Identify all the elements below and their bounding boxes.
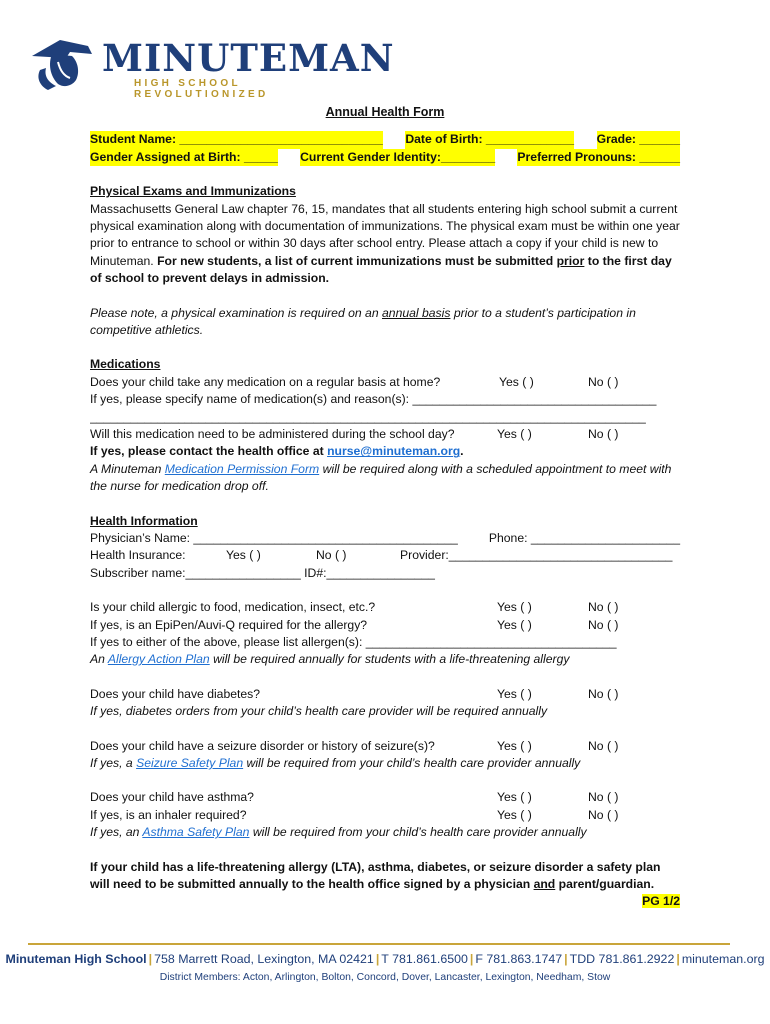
- epipen-yes-checkbox[interactable]: Yes ( ): [497, 617, 532, 632]
- subscriber-field[interactable]: Subscriber name:_________________ ID#:________________: [90, 565, 435, 580]
- epipen-no-checkbox[interactable]: No ( ): [588, 617, 619, 632]
- diabetes-yes-checkbox[interactable]: Yes ( ): [497, 686, 532, 701]
- physician-name-field[interactable]: Physician’s Name: _______________________________________: [90, 531, 458, 546]
- allergy-no-checkbox[interactable]: No ( ): [588, 600, 619, 615]
- asthma-no-checkbox[interactable]: No ( ): [588, 790, 619, 805]
- medication-no-checkbox[interactable]: No ( ): [588, 374, 619, 389]
- phone-field[interactable]: Phone: ______________________: [488, 531, 680, 546]
- school-medication-question: Will this medication need to be administered during the school day? Yes ( ) No ( ): [90, 426, 680, 443]
- insurance-no-checkbox[interactable]: No ( ): [316, 548, 347, 563]
- contact-line: If yes, please contact the health office at nurse@minuteman.org.: [90, 444, 464, 459]
- physical-note: Please note, a physical examination is required on an annual basis prior to a student’s participation in competitive athletics.: [90, 305, 636, 338]
- website-link[interactable]: minuteman.org: [681, 952, 765, 966]
- medication-question: Does your child take any medication on a regular basis at home? Yes ( ) No ( ): [90, 374, 680, 391]
- diabetes-note: If yes, diabetes orders from your child’s health care provider will be required annually: [90, 704, 548, 719]
- asthma-yes-checkbox[interactable]: Yes ( ): [497, 790, 532, 805]
- minuteman-head-icon: [30, 36, 96, 92]
- seizure-safety-plan-link[interactable]: Seizure Safety Plan: [136, 755, 244, 770]
- inhaler-no-checkbox[interactable]: No ( ): [588, 807, 619, 822]
- seizure-note: If yes, a Seizure Safety Plan will be required from your child’s health care provider annually: [90, 755, 581, 770]
- gender-assigned-field[interactable]: Gender Assigned at Birth: _____: [90, 149, 278, 166]
- footer-district-members: District Members: Acton, Arlington, Bolton, Concord, Dover, Lancaster, Lexington, Needham, Stow: [159, 972, 611, 983]
- footer-divider: [28, 943, 730, 945]
- health-info-heading: Health Information: [90, 513, 198, 528]
- student-row: [90, 131, 680, 148]
- asthma-note: If yes, an Asthma Safety Plan will be required from your child’s health care provider annually: [90, 825, 587, 840]
- permission-note: A Minuteman Medication Permission Form will be required along with a scheduled appointment to meet with the nurse for medication drop off.: [90, 461, 672, 494]
- brand-name: MINUTEMAN: [102, 36, 395, 80]
- inhaler-question: If yes, is an inhaler required? Yes ( ) No ( ): [90, 807, 680, 824]
- allergy-action-plan-link[interactable]: Allergy Action Plan: [107, 652, 210, 667]
- allergy-question: Is your child allergic to food, medication, insect, etc.? Yes ( ) No ( ): [90, 599, 680, 616]
- page-number: PG 1/2: [642, 894, 680, 909]
- allergen-list-field[interactable]: If yes to either of the above, please list allergen(s): _____________________________________: [90, 635, 617, 650]
- insurance-row: Health Insurance: Yes ( ) No ( ) Provider:_________________________________: [90, 547, 680, 564]
- seizure-question: Does your child have a seizure disorder or history of seizure(s)? Yes ( ) No ( ): [90, 738, 680, 755]
- student-name-field[interactable]: Student Name: ______________________________: [90, 131, 383, 148]
- form-title: Annual Health Form: [325, 105, 445, 119]
- physician-row: [90, 530, 680, 547]
- form-content: [90, 104, 680, 911]
- brand-tagline: HIGH SCHOOL REVOLUTIONIZED: [134, 78, 269, 100]
- school-medication-no-checkbox[interactable]: No ( ): [588, 427, 619, 442]
- gender-identity-field[interactable]: Current Gender Identity:________: [300, 149, 495, 166]
- medications-heading: Medications: [90, 357, 161, 372]
- seizure-yes-checkbox[interactable]: Yes ( ): [497, 738, 532, 753]
- physical-heading: Physical Exams and Immunizations: [90, 184, 296, 199]
- allergy-yes-checkbox[interactable]: Yes ( ): [497, 600, 532, 615]
- seizure-no-checkbox[interactable]: No ( ): [588, 738, 619, 753]
- asthma-safety-plan-link[interactable]: Asthma Safety Plan: [142, 825, 250, 840]
- gender-row: [90, 149, 680, 166]
- dob-field[interactable]: Date of Birth: _____________: [405, 131, 574, 148]
- inhaler-yes-checkbox[interactable]: Yes ( ): [497, 807, 532, 822]
- allergy-plan-note: An Allergy Action Plan will be required annually for students with a life-threatening allergy: [90, 652, 570, 667]
- insurance-yes-checkbox[interactable]: Yes ( ): [226, 548, 261, 563]
- epipen-question: If yes, is an EpiPen/Auvi-Q required for the allergy? Yes ( ) No ( ): [90, 617, 680, 634]
- asthma-question: Does your child have asthma? Yes ( ) No ( ): [90, 789, 680, 806]
- diabetes-question: Does your child have diabetes? Yes ( ) No ( ): [90, 686, 680, 703]
- medication-yes-checkbox[interactable]: Yes ( ): [499, 374, 534, 389]
- pronouns-field[interactable]: Preferred Pronouns: ______: [517, 149, 680, 166]
- provider-field[interactable]: Provider:_________________________________: [400, 548, 673, 563]
- grade-field[interactable]: Grade: ______: [597, 131, 680, 148]
- nurse-email-link[interactable]: nurse@minuteman.org: [327, 444, 461, 459]
- diabetes-no-checkbox[interactable]: No ( ): [588, 686, 619, 701]
- closing-statement: If your child has a life-threatening allergy (LTA), asthma, diabetes, or seizure disorder a safety plan will need to be submitted annually to the health office signed by a physician and parent/guardian.: [90, 859, 661, 891]
- medication-specify-field[interactable]: If yes, please specify name of medication(s) and reason(s): ____________________________________: [90, 392, 657, 407]
- physical-paragraph: Massachusetts General Law chapter 76, 15, mandates that all students entering high school submit a current physical examination along with documentation of immunizations. The physical exam must be within one year prior to entrance to school or within 30 days after school entry. Please attach a copy if your child is new to Minuteman. For new students, a list of current immunizations must be submitted prior to the first day of school to prevent delays in admission.: [90, 201, 680, 286]
- school-medication-yes-checkbox[interactable]: Yes ( ): [497, 427, 532, 442]
- footer-contact: Minuteman High School | 758 Marrett Road, Lexington, MA 02421 | T 781.861.6500 | F 781.863.1747 | TDD 781.861.2922 | minuteman.org: [5, 952, 765, 966]
- medication-blank-line[interactable]: __________________________________________________________________________________: [90, 409, 646, 424]
- medication-permission-form-link[interactable]: Medication Permission Form: [164, 461, 320, 476]
- school-logo: [30, 36, 395, 100]
